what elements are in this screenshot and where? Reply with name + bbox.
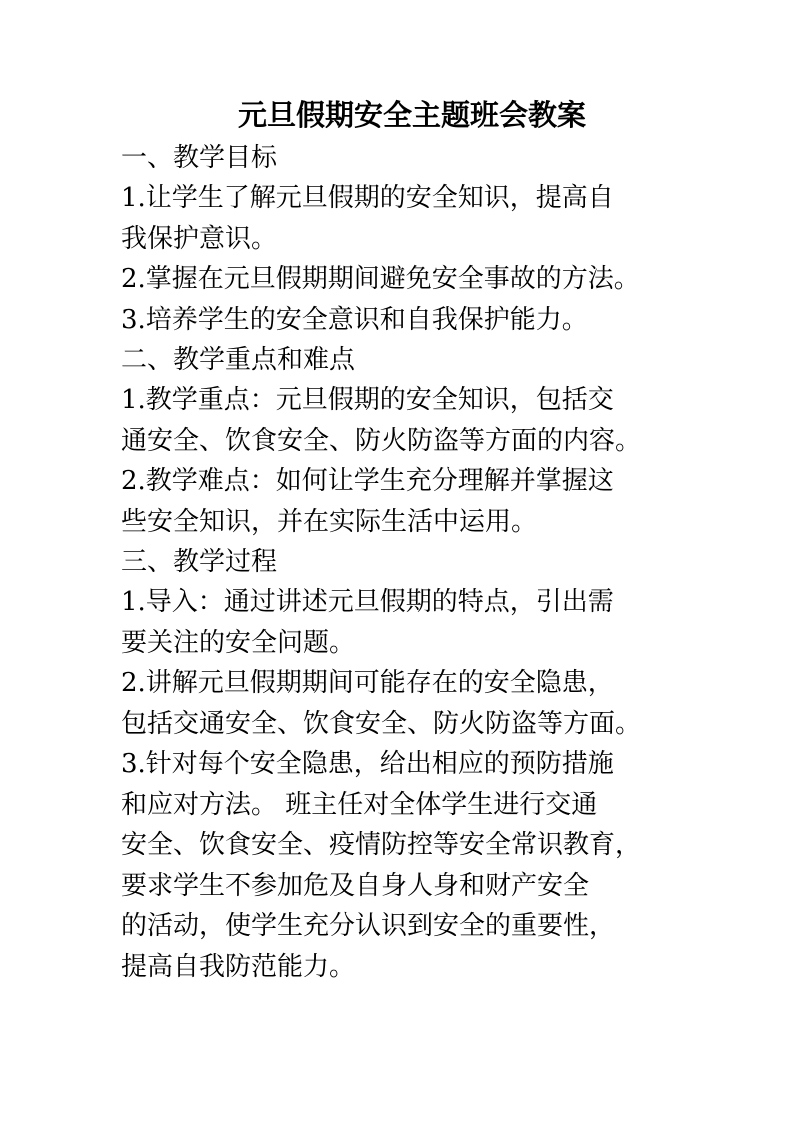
section-heading-objectives: 一、教学目标: [121, 143, 278, 173]
section-heading-process: 三、教学过程: [121, 547, 278, 577]
document-page: [121, 96, 691, 987]
paragraph-line: 要关注的安全问题。: [121, 627, 356, 658]
paragraph-line: 提高自我防范能力。: [121, 951, 356, 982]
paragraph-line: 1.教学重点：元旦假期的安全知识，包括交: [121, 385, 614, 415]
paragraph-line: 安全、饮食安全、疫情防控等安全常识教育，: [121, 830, 642, 860]
paragraph-line: 2.教学难点：如何让学生充分理解并掌握这: [121, 466, 614, 496]
paragraph-line: 的活动，使学生充分认识到安全的重要性，: [121, 911, 616, 941]
paragraph-line: 2.讲解元旦假期期间可能存在的安全隐患，: [121, 668, 614, 698]
paragraph-line: 2.掌握在元旦假期期间避免安全事故的方法。: [121, 264, 640, 294]
document-title: 元旦假期安全主题班会教案: [237, 98, 586, 132]
paragraph-line: 1.导入：通过讲述元旦假期的特点，引出需: [121, 587, 614, 617]
paragraph-line: 3.培养学生的安全意识和自我保护能力。: [121, 304, 588, 335]
paragraph-line: 些安全知识，并在实际生活中运用。: [121, 506, 538, 537]
paragraph-line: 通安全、饮食安全、防火防盗等方面的内容。: [121, 425, 642, 456]
paragraph-line: 和应对方法。 班主任对全体学生进行交通: [121, 789, 598, 820]
section-heading-key-points: 二、教学重点和难点: [121, 345, 356, 375]
paragraph-line: 要求学生不参加危及自身人身和财产安全: [121, 870, 590, 901]
paragraph-line: 我保护意识。: [121, 223, 278, 254]
paragraph-line: 3.针对每个安全隐患，给出相应的预防措施: [121, 749, 614, 779]
paragraph-line: 包括交通安全、饮食安全、防火防盗等方面。: [121, 708, 642, 739]
paragraph-line: 1.让学生了解元旦假期的安全知识，提高自: [121, 183, 614, 213]
